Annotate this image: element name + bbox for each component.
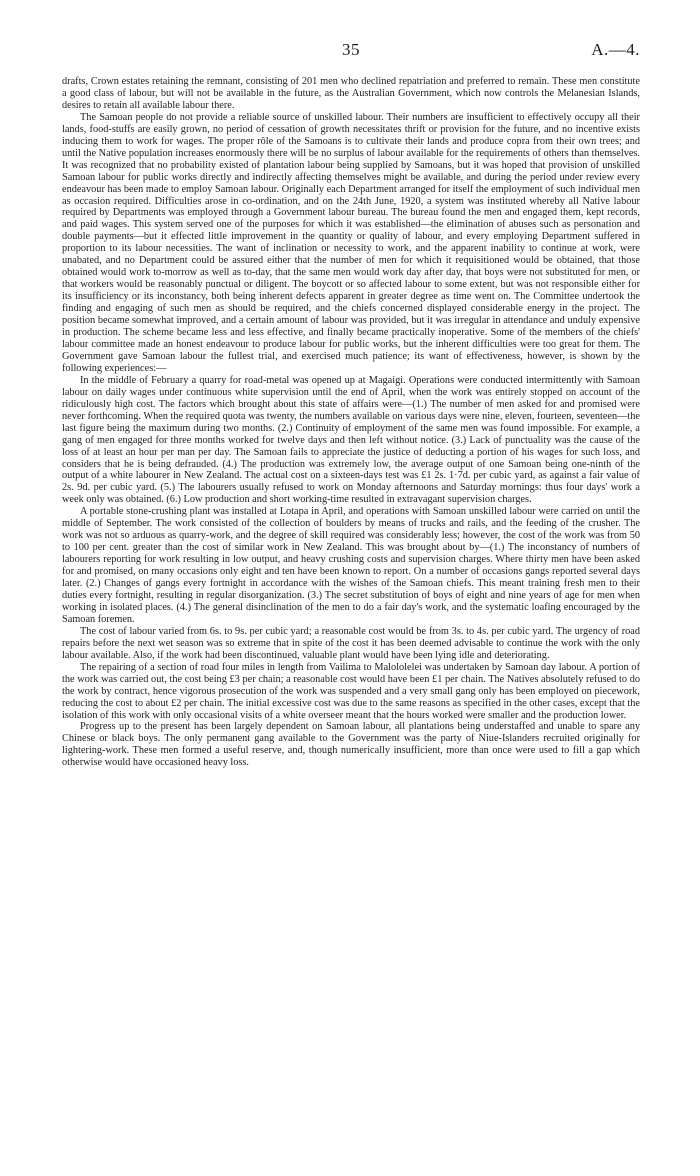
page-header bbox=[62, 40, 640, 76]
paragraph-samoan-labour: The Samoan people do not provide a reliable source of unskilled labour. Their numbers are insufficient to effectively occupy all their lands, food-stuffs are easily grown, no period of cessation of growth necessitates thrift or provision for the future, and no incentive exists inducing them to work for wages. The proper rôle of the Samoans is to cultivate their lands and produce copra from their own trees; and until the Native population increases enormously there will be no surplus of labour available for the requirements of others than themselves. It was recognized that no probability existed of plantation labour being supplied by Samoans, but it was hoped that provision of unskilled Samoan labour for public works directly and indirectly affecting themselves might be available, and during the period under review every endeavour has been made to employ Samoan labour. Originally each Department arranged for itself the employment of such individual men as occasion required. Difficulties arose in co-ordination, and on the 24th June, 1920, a system was instituted whereby all Native labour required by Departments was employed through a Government labour bureau. The bureau found the men and engaged them, kept records, and paid wages. This system served one of the purposes for which it was established—the elimination of abuses such as personation and double payments—but it effected little improvement in the quantity or quality of labour, and every employing Department suffered in proportion to its labour necessities. The want of inclination or necessity to work, and the apparent inability to continue at work, were unabated, and no Department could be assured either that the number of men for which it requisitioned would be obtained, that those obtained would work to-morrow as well as to-day, that the same men would work day after day, that boys were not substituted for men, or that workers would be reasonably punctual or diligent. The boycott or so affected labour to some extent, but was not responsible either for its insufficiency or its inconstancy, both being inherent defects apparent in greater degree as time went on. The Committee undertook the finding and engaging of such men as should be required, and the chiefs concerned displayed considerable energy in the project. The position became somewhat improved, and a certain amount of labour was provided, but it was irregular in attendance and unduly expensive in production. The scheme became less and less effective, and finally became practically inoperative. Some of the members of the chiefs' labour committee made an honest endeavour to produce labour for public works, but the inherent difficulties were too great for them. The Government gave Samoan labour the fullest trial, and exercised much patience; its want of effectiveness, however, is shown by the following experiences:— bbox=[62, 111, 640, 374]
page-number: 35 bbox=[342, 40, 360, 59]
paragraph-vailima-road: The repairing of a section of road four miles in length from Vailima to Malololelei was undertaken by Samoan day labour. A portion of the work was carried out, the cost being £3 per chain; a reasonable cost would have been £1 per chain. The Natives absolutely refused to do the work by contract, hence vigorous prosecution of the work was suspended and a very small gang only has been employed on piecework, reducing the cost to about £2 per chain. The initial excessive cost was due to the same reasons as specified in the other cases, except that the isolation of this work with only occasional visits of a white overseer meant that the hours worked were smaller and the production lower. bbox=[62, 661, 640, 721]
paragraph-progress: Progress up to the present has been largely dependent on Samoan labour, all plantations being understaffed and unable to spare any Chinese or black boys. The only permanent gang available to the Government was the party of Niue-Islanders recruited originally for lightering-work. These men formed a useful reserve, and, though numerically insufficient, more than once were used to fill a gap which otherwise would have occasioned heavy loss. bbox=[62, 721, 640, 769]
paragraph-magaigi-quarry: In the middle of February a quarry for road-metal was opened up at Magaigi. Operations were conducted intermittently with Samoan labour on daily wages under continuous white supervision until the end of April, when the work was entirely stopped on account of the ridiculously high cost. The factors which brought about this state of affairs were—(1.) The number of men asked for and promised were never forthcoming. When the required quota was twenty, the numbers available on various days were nine, eleven, fourteen, seventeen—the last figure being the maximum during two months. (2.) Continuity of employment of the same men was found impossible. For example, a gang of men engaged for three months worked for twelve days and then left without notice. (3.) Lack of punctuality was the cause of the loss of at least an hour per man per day. The Samoan fails to appreciate the justice of deducting a portion of his wages for such loss, and considers that he is being defrauded. (4.) The production was extremely low, the average output of one Samoan being one-ninth of the output of a white labourer in New Zealand. The actual cost on a sixteen-days test was £1 2s. 1·7d. per cubic yard, as against a fair value of 2s. 9d. per cubic yard. (5.) The labourers usually refused to work on Monday afternoons and Saturday mornings: thus four days' work a week only was obtained. (6.) Low production and short working-time resulted in extravagant supervision charges. bbox=[62, 374, 640, 506]
paragraph-lotapa-crusher: A portable stone-crushing plant was installed at Lotapa in April, and operations with Samoan unskilled labour were carried on until the middle of September. The work consisted of the collection of boulders by means of trucks and rails, and the feeding of the crusher. The work was not so arduous as quarry-work, and the degree of skill required was considerably less; however, the cost of the work was from 50 to 100 per cent. greater than the cost of similar work in New Zealand. This was brought about by—(1.) The inconstancy of numbers of labourers reporting for work resulting in low output, and heavy crushing costs and supervision charges. Where thirty men have been asked for and promised, on many occasions only eight and ten have been known to report. On a number of occasions gangs reported several days later. (2.) Changes of gangs every fortnight in accordance with the wishes of the Samoan chiefs. This meant training fresh men to their duties every fortnight, resulting in regular disorganization. (3.) The secret substitution of boys of eight and nine years of age for men when working in isolated places. (4.) The general disinclination of the men to do a fair day's work, and the systematic loafing encouraged by the Samoan foremen. bbox=[62, 506, 640, 625]
paragraph-continuation: drafts, Crown estates retaining the remnant, consisting of 201 men who declined repatriation and preferred to remain. These men constitute a good class of labour, but will not be available in the future, as the Australian Government, which now controls the Melanesian Islands, desires to retain all available labour there. bbox=[62, 76, 640, 111]
body-text bbox=[62, 76, 640, 769]
document-reference: A.—4. bbox=[591, 40, 640, 59]
paragraph-labour-cost: The cost of labour varied from 6s. to 9s. per cubic yard; a reasonable cost would be from 3s. to 4s. per cubic yard. The urgency of road repairs before the next wet season was so extreme that in spite of the cost it has been deemed advisable to continue the work with the only labour available. Also, if the work had been discontinued, valuable plant would have been lying idle and deteriorating. bbox=[62, 625, 640, 661]
